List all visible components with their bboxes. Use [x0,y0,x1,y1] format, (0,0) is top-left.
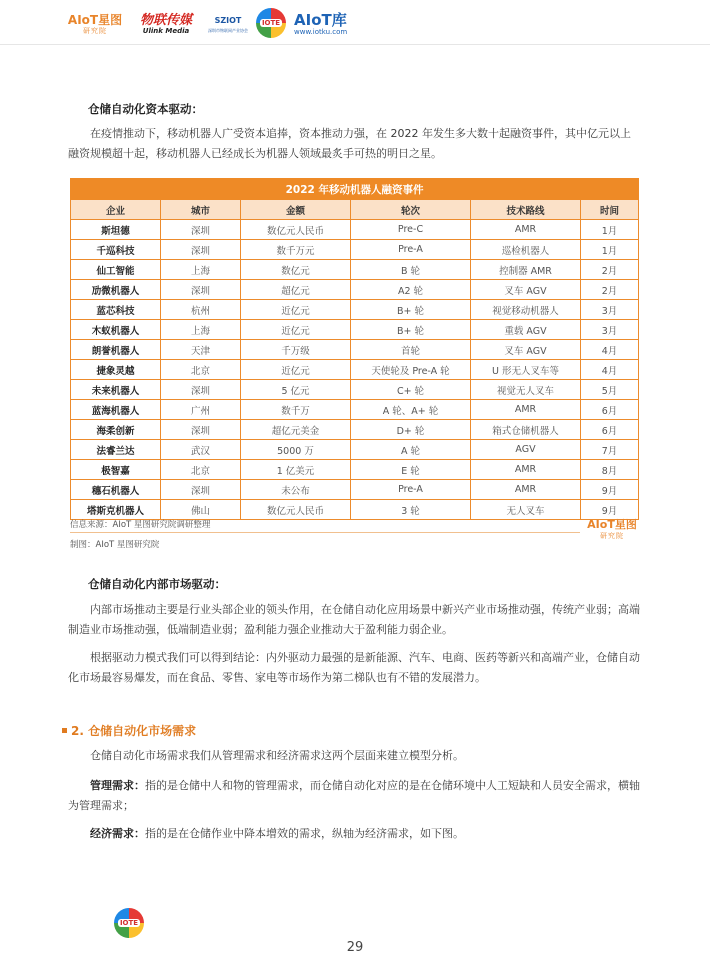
table-cell: 深圳 [161,420,241,440]
table-cell: C+ 轮 [351,380,471,400]
market-demand-title-text: 2. 仓储自动化市场需求 [71,724,197,738]
table-cell: 4月 [581,360,639,380]
table-cell: 控制器 AMR [471,260,581,280]
table-cell: 5月 [581,380,639,400]
table-cell: AMR [471,220,581,240]
management-demand-label: 管理需求： [90,779,145,792]
table-cell: 武汉 [161,440,241,460]
table-cell: 超亿元美金 [241,420,351,440]
table-cell: 首轮 [351,340,471,360]
sziot-logo-name: SZIOT [214,15,242,25]
table-cell: 天津 [161,340,241,360]
table-cell: A 轮 [351,440,471,460]
table-cell: 叉车 AGV [471,280,581,300]
table-cell: 劢微机器人 [71,280,161,300]
management-demand-paragraph [68,776,640,816]
table-row [71,280,639,300]
table-cell: 深圳 [161,380,241,400]
market-demand-section-title [62,722,196,739]
table-cell: 5000 万 [241,440,351,460]
note-divider [70,532,580,533]
table-cell: 广州 [161,400,241,420]
sziot-logo [206,8,250,40]
maker-note: 制图：AIoT 星图研究院 [70,540,160,550]
header-divider [0,44,710,45]
footer-iote-text: IOTE [119,919,139,927]
table-cell: 视觉移动机器人 [471,300,581,320]
table-header-cell: 金额 [241,200,351,220]
table-cell: 箱式仓储机器人 [471,420,581,440]
table-cell: 2月 [581,260,639,280]
table-row [71,260,639,280]
table-cell: 斯坦德 [71,220,161,240]
table-cell: 巡检机器人 [471,240,581,260]
capital-drive-heading: 仓储自动化资本驱动： [88,102,203,116]
market-demand-intro: 仓储自动化市场需求我们从管理需求和经济需求这两个层面来建立模型分析。 [90,749,464,762]
table-cell: Pre-A [351,240,471,260]
table-cell: D+ 轮 [351,420,471,440]
table-body [71,220,639,520]
table-cell: 视觉无人叉车 [471,380,581,400]
source-note: 信息来源：AIoT 星图研究院调研整理 [70,520,211,530]
table-cell: AMR [471,460,581,480]
table-cell: 1月 [581,220,639,240]
table-cell: 近亿元 [241,300,351,320]
economic-demand-paragraph [68,824,640,844]
table-cell: A2 轮 [351,280,471,300]
table-cell: 深圳 [161,240,241,260]
table-cell: AMR [471,480,581,500]
table-cell: 千巡科技 [71,240,161,260]
table-cell: 朗誉机器人 [71,340,161,360]
aiot-logo [66,8,124,40]
table-row [71,320,639,340]
ulink-logo-name: 物联传媒 [139,12,192,28]
table-cell: 塔斯克机器人 [71,500,161,520]
section-bullet-icon [62,728,67,733]
table-cell: Pre-C [351,220,471,240]
table-cell: 木蚁机器人 [71,320,161,340]
table-cell: U 形无人叉车等 [471,360,581,380]
internal-drive-paragraph-1: 内部市场推动主要是行业头部企业的领头作用，在仓储自动化应用场景中新兴产业市场推动强，传统产业弱；高端制造业市场推动强，低端制造业弱；盈利能力强企业推动大于盈利能力弱企业。 [68,603,640,636]
sziot-logo-sub: 深圳市物联网产业协会 [208,27,248,33]
table-cell: 数亿元人民币 [241,500,351,520]
table-cell: 近亿元 [241,320,351,340]
table-cell: 杭州 [161,300,241,320]
table-cell: 佛山 [161,500,241,520]
table-row [71,400,639,420]
page-header [0,0,710,46]
table-cell: AMR [471,400,581,420]
iote-logo [256,8,286,38]
table-header-row [71,200,639,220]
table-cell: Pre-A [351,480,471,500]
table-cell: 海柔创新 [71,420,161,440]
table-cell: 3月 [581,320,639,340]
table-cell: 9月 [581,500,639,520]
table-cell: 7月 [581,440,639,460]
ulink-logo-sub: Ulink Media [142,26,190,35]
table-cell: 1月 [581,240,639,260]
table-cell: 数亿元 [241,260,351,280]
table-cell: 蓝海机器人 [71,400,161,420]
table-cell: 深圳 [161,220,241,240]
page-number: 29 [346,940,364,955]
table-cell: B+ 轮 [351,320,471,340]
internal-drive-paragraph-2: 根据驱动力模式我们可以得到结论：内外驱动力最强的是新能源、汽车、电商、医药等新兴和高端产业，仓储自动化市场最容易爆发，而在食品、零售、家电等市场作为第二梯队也有不错的发展潜力。 [68,651,640,684]
table-cell: 9月 [581,480,639,500]
table-cell: 1 亿美元 [241,460,351,480]
table-cell: 2月 [581,280,639,300]
table-cell: 8月 [581,460,639,480]
table-cell: AGV [471,440,581,460]
table-cell: 未公布 [241,480,351,500]
table-header-cell: 城市 [161,200,241,220]
table-row [71,220,639,240]
aiot-small-logo [582,518,642,548]
table-cell: B+ 轮 [351,300,471,320]
table-cell: 极智嘉 [71,460,161,480]
table-cell: B 轮 [351,260,471,280]
table-cell: 数千万元 [241,240,351,260]
table-header-cell: 技术路线 [471,200,581,220]
table-cell: 近亿元 [241,360,351,380]
table-cell: 捷象灵越 [71,360,161,380]
table-cell: E 轮 [351,460,471,480]
table-cell: 法睿兰达 [71,440,161,460]
table-row [71,480,639,500]
table-cell: 仙工智能 [71,260,161,280]
table-cell: A 轮、A+ 轮 [351,400,471,420]
financing-events-table [70,178,639,520]
table-cell: 重载 AGV [471,320,581,340]
table-cell: 6月 [581,400,639,420]
economic-demand-label: 经济需求： [90,827,145,840]
table-row [71,240,639,260]
aiotku-logo [294,8,356,40]
aiot-small-logo-name: AIoT星图 [587,518,637,531]
table-cell: 超亿元 [241,280,351,300]
iote-logo-name: IOTE [261,19,281,27]
table-cell: 北京 [161,460,241,480]
table-row [71,420,639,440]
table-cell: 5 亿元 [241,380,351,400]
aiotku-logo-name: AIoT库 [294,11,347,29]
table-caption: 2022 年移动机器人融资事件 [71,179,639,200]
footer-iote-logo [114,908,144,938]
table-header-cell: 企业 [71,200,161,220]
table-cell: 深圳 [161,280,241,300]
aiotku-logo-sub: www.iotku.com [294,28,348,36]
table-cell: 6月 [581,420,639,440]
table-cell: 深圳 [161,480,241,500]
table-cell: 无人叉车 [471,500,581,520]
table-cell: 4月 [581,340,639,360]
table-cell: 穗石机器人 [71,480,161,500]
management-demand-text: 指的是仓储中人和物的管理需求，而仓储自动化对应的是在仓储环境中人工短缺和人员安全需求，横轴为管理需求； [68,779,640,812]
table-row [71,300,639,320]
table-cell: 上海 [161,260,241,280]
table-row [71,340,639,360]
aiot-small-logo-sub: 研究院 [600,532,624,540]
table-row [71,500,639,520]
table-cell: 未来机器人 [71,380,161,400]
table-cell: 北京 [161,360,241,380]
internal-drive-heading: 仓储自动化内部市场驱动： [88,577,226,591]
table-header-cell: 轮次 [351,200,471,220]
table-row [71,360,639,380]
economic-demand-text: 指的是在仓储作业中降本增效的需求，纵轴为经济需求，如下图。 [145,827,464,840]
table-row [71,460,639,480]
table-cell: 数千万 [241,400,351,420]
table-cell: 千万级 [241,340,351,360]
table-header-cell: 时间 [581,200,639,220]
capital-drive-paragraph: 在疫情推动下，移动机器人广受资本追捧，资本推动力强，在 2022 年发生多大数十起融资事件，其中亿元以上融资规模超十起，移动机器人已经成长为机器人领域最炙手可热的明日之星。 [68,127,631,160]
table-cell: 上海 [161,320,241,340]
table-row [71,440,639,460]
table-row [71,380,639,400]
aiot-logo-sub: 研究院 [83,26,107,35]
table-cell: 叉车 AGV [471,340,581,360]
table-cell: 3月 [581,300,639,320]
table-cell: 数亿元人民币 [241,220,351,240]
ulink-logo [134,8,198,40]
table-cell: 蓝芯科技 [71,300,161,320]
table-cell: 天使轮及 Pre-A 轮 [351,360,471,380]
aiot-logo-name: AIoT星图 [67,12,123,27]
table-cell: 3 轮 [351,500,471,520]
